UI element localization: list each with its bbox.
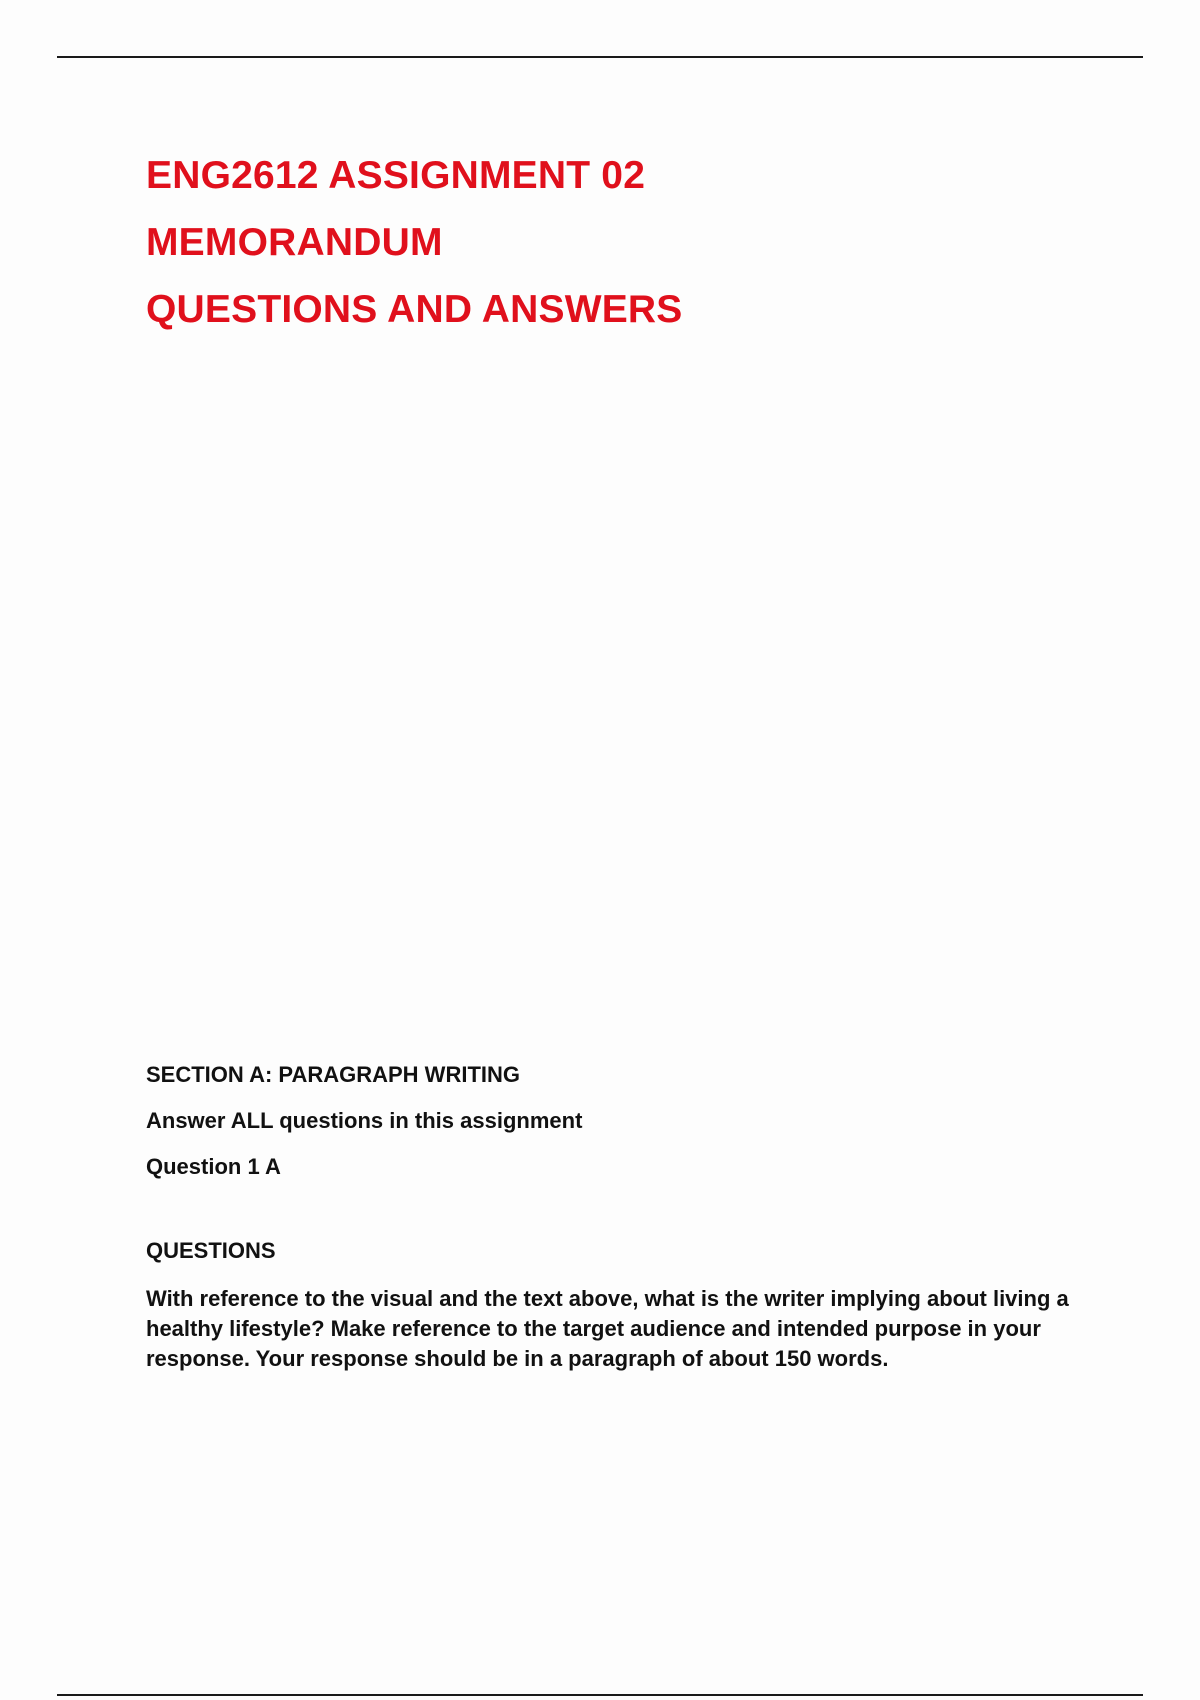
question-label: Question 1 A — [146, 1154, 281, 1179]
instruction-text: Answer ALL questions in this assignment — [146, 1108, 583, 1133]
question-paragraph: With reference to the visual and the text above, what is the writer implying about living a healthy lifestyle? Make reference to the target audience and intended purpose in your response. Your response should be in a paragraph of about 150 words. — [146, 1286, 1069, 1371]
document-title-block — [146, 142, 1046, 343]
section-a-block — [146, 1052, 1086, 1190]
title-line-questions-answers: QUESTIONS AND ANSWERS — [146, 288, 683, 331]
top-divider — [57, 56, 1143, 58]
title-line-course: ENG2612 ASSIGNMENT 02 — [146, 154, 646, 197]
questions-heading: QUESTIONS — [146, 1238, 276, 1263]
section-heading: SECTION A: PARAGRAPH WRITING — [146, 1062, 520, 1087]
bottom-divider — [57, 1694, 1143, 1696]
title-line-memorandum: MEMORANDUM — [146, 221, 443, 264]
